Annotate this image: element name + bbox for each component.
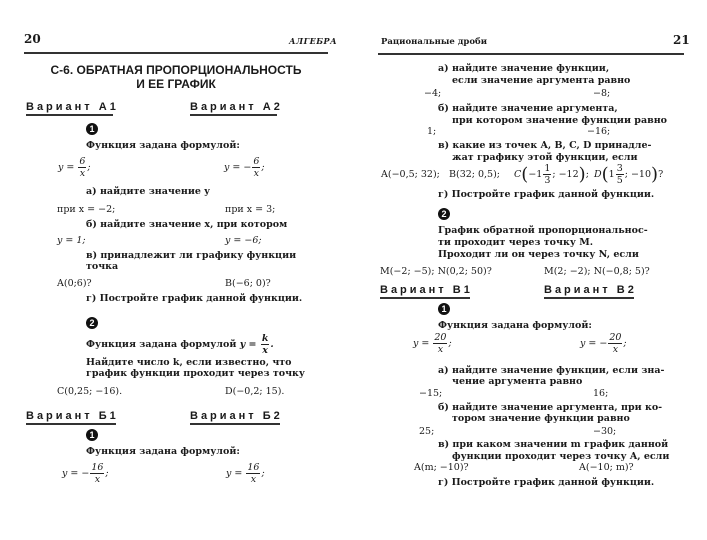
header-rule — [378, 53, 684, 55]
running-head: Рациональные дроби — [381, 37, 488, 47]
formula-a2: y = − $\frac{6}{x}$ ; — [224, 156, 265, 179]
variant-a2-heading: Вариант А2 — [190, 101, 277, 116]
task-text: график функции проходит через точку — [86, 368, 305, 379]
task-text: Проходит ли он через точку N, если — [438, 249, 639, 260]
variant-v1-heading: Вариант В1 — [380, 284, 470, 299]
answer-b1: M(−2; −5); N(0,2; 50)? — [380, 266, 492, 277]
task-text: тором значение функции равно — [452, 413, 630, 424]
task-text: а) найдите значение y — [86, 186, 210, 197]
page-number: 20 — [24, 32, 41, 46]
answer-a2: B(−6; 0)? — [225, 278, 271, 289]
variant-b2-heading: Вариант Б2 — [190, 410, 280, 425]
task-text: Функция задана формулой: — [86, 446, 240, 457]
answer-b2: −8; — [593, 88, 611, 99]
point-a: A(−0,5; 32); — [381, 169, 440, 180]
task-number-badge: 1 — [438, 303, 450, 315]
task-text: а) найдите значение функции, если зна- — [438, 365, 665, 376]
task-text: если значение аргумента равно — [452, 75, 631, 86]
task-text: точка — [86, 261, 119, 272]
answer-a1: при x = −2; — [57, 204, 116, 215]
task-text: а) найдите значение функции, — [438, 63, 610, 74]
task-text: Функция задана формулой y = $\frac{k}{x}$ . — [86, 333, 274, 356]
variant-a1-heading: Вариант А1 — [26, 101, 113, 116]
answer-b2: −16; — [587, 126, 611, 137]
task-text: Функция задана формулой: — [438, 320, 592, 331]
task-text: ти проходит через точку M. — [438, 237, 594, 248]
task-text: г) Постройте график данной функции. — [438, 477, 655, 488]
answer-v2: A(−10; m)? — [579, 462, 634, 473]
answer-b1: 1; — [427, 126, 437, 137]
task-text: в) при каком значении m график данной — [438, 439, 669, 450]
task-text: График обратной пропорциональнос- — [438, 225, 648, 236]
answer-b1: −4; — [424, 88, 442, 99]
formula-a1: y = $\frac{6}{x}$ ; — [58, 156, 91, 179]
answer-a1: C(0,25; −16). — [57, 386, 123, 397]
formula-v2: y = − $\frac{20}{x}$ ; — [580, 332, 627, 355]
point-c: C(−1 $\frac{1}{3}$ ; −12); — [514, 163, 589, 186]
formula-b1: y = − $\frac{16}{x}$ ; — [62, 462, 109, 485]
answer-v2: 16; — [593, 388, 609, 399]
page-number: 21 — [673, 33, 690, 47]
task-text: Найдите число k, если известно, что — [86, 357, 292, 368]
task-number-badge: 2 — [438, 208, 450, 220]
task-text: г) Постройте график данной функции. — [438, 189, 655, 200]
running-head: АЛГЕБРА — [289, 36, 338, 46]
task-number-badge: 2 — [86, 317, 98, 329]
answer-a1: A(0;6)? — [57, 278, 92, 289]
header-rule — [24, 52, 328, 54]
formula-v1: y = $\frac{20}{x}$ ; — [413, 332, 452, 355]
answer-a2: y = −6; — [225, 235, 262, 246]
variant-b1-heading: Вариант Б1 — [26, 410, 116, 425]
task-text: б) найдите значение x, при котором — [86, 219, 288, 230]
task-text: б) найдите значение аргумента, при ко- — [438, 402, 663, 413]
point-b: B(32; 0,5); — [449, 169, 501, 180]
answer-a2: D(−0,2; 15). — [225, 386, 285, 397]
answer-v2: −30; — [593, 426, 617, 437]
task-text: при котором значение функции равно — [452, 115, 667, 126]
formula-b2: y = $\frac{16}{x}$ ; — [226, 462, 265, 485]
task-text: г) Постройте график данной функции. — [86, 293, 303, 304]
section-title: С-6. ОБРАТНАЯ ПРОПОРЦИОНАЛЬНОСТЬ — [50, 63, 302, 77]
answer-v1: −15; — [419, 388, 443, 399]
task-text: Функция задана формулой: — [86, 140, 240, 151]
answer-v1: 25; — [419, 426, 435, 437]
answer-b2: M(2; −2); N(−0,8; 5)? — [544, 266, 650, 277]
task-number-badge: 1 — [86, 429, 98, 441]
task-text: чение аргумента равно — [452, 376, 583, 387]
task-text: жат графику этой функции, если — [452, 152, 638, 163]
point-d: D(1 $\frac{3}{5}$ ; −10)? — [594, 163, 664, 186]
task-text: в) принадлежит ли графику функции — [86, 250, 297, 261]
section-title-line2: И ЕЕ ГРАФИК — [136, 77, 216, 91]
variant-v2-heading: Вариант В2 — [544, 284, 634, 299]
task-text: в) какие из точек A, B, C, D принадле- — [438, 140, 652, 151]
task-text: б) найдите значение аргумента, — [438, 103, 618, 114]
answer-a1: y = 1; — [57, 235, 86, 246]
task-number-badge: 1 — [86, 123, 98, 135]
answer-v1: A(m; −10)? — [414, 462, 469, 473]
task-text: функции проходит через точку A, если — [452, 451, 670, 462]
answer-a2: при x = 3; — [225, 204, 276, 215]
